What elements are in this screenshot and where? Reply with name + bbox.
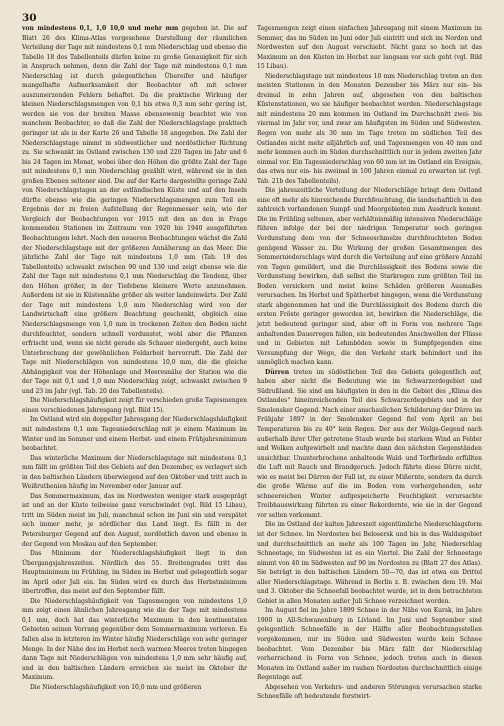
paragraph-text: Die im Ostland der kalten Jahreszeit eigentümliche Niederschlagsform ist der Schnee. Im Nordosten bei Belosersk und bis in das Waldaigebiet und durchschnittlich an mehr als 100 Tagen im Jahr, Niederschlag Schneetage, im Südwesten ist es ein Viertel. Die Zahl der Schneetage nimmt von 40 im Südwesten auf 90 im Nordosten zu (Blatt 27 des Atlas). Sie beträgt in den baltischen Ländern 50—70, das ist etwa ein Drittel aller Niederschlagstage. Während in Berlin z. B. zwischen dem 19. Mai und 3. Oktober die Schneefall beobachtet wurde, ist in dem betrachteten Gebiet in allen Monaten außer Juli Schnee verzeichnet worden. [257,521,482,605]
paragraph [22,396,247,415]
paragraph-text: Die Niederschlagshäufigkeit zeigt für verschieden große Tagesmengen einen verschiedenen Jahresgang (vgl. Bild 15). [22,397,247,414]
paragraph-text: Das Minimum der Niederschlagshäufigkeit liegt in den Übergangsjahreszeiten. Nördlich des 55. Breitengrades tritt das Hauptminimum im Frühling, im Süden im Herbst und gelegentlich sogar im April oder Juli ein. Im Süden wird es durch das Herbstminimum übertroffen, das meist auf den September fällt. [22,550,247,596]
paragraph [22,492,247,549]
paragraph-text: Abgesehen von Verkehrs- und anderen Störungen verursachen starke Schneefälle oft bedeutende forstwirt- [257,683,482,701]
paragraph-text: Die jahreszeitliche Verteilung der Niederschläge bringt dem Ostland eine oft mehr als hinreichende Durchfeuchtung, die landschaftlich in den zahlreich vorhandenen Sumpf- und Moorgebieten zum Ausdruck kommt. Die im Frühling seltenen, aber verhältnismäßig intensiven Niederschläge führen infolge der bei der niedrigen Temperatur noch geringen Verdunstung dem von der Schneeschmelze durchfeuchteten Boden genügend Wasser zu. Die Wirkung der großen Gesamtmengen des Sommerniederschlags wird durch die Verteilung auf eine größere Anzahl von Tagen gemildert, und die Durchlässigkeit des Bodens sowie die Verdunstung bewirken, daß selbst die Starkregen zum größten Teil im Boden versickern und meist keine Schäden größeren Ausmaßes verursachen. Im Herbst und Spätherbst hingegen, wenn die Verdunstung stark abgenommen hat und die Durchlässigkeit des Bodens durch die ersten Fröste geringer geworden ist, bewirken die Niederschläge, die jetzt bedeutend geringer sind, aber oft in Form von mehrere Tage anhaltenden Dauerregen fallen, ein bedeutendes Anschwellen der Flüsse und in Gebieten mit Lehmböden sowie in Sumpfgegenden eine Versumpfung der Wege, die den Verkehr stark behindert und ihn unmöglich machen kann. [257,187,482,367]
left-column [22,24,247,716]
paragraph-text: Die Niederschlagshäufigkeit von 10,0 mm und größeren [30,683,202,691]
paragraph [22,415,247,453]
paragraph [257,683,482,702]
paragraph-text: gegeben ist. Die auf Blatt 26 des Klima-Atlas vorgesehene Darstellung der räumlichen Verteilung der Tage mit mindestens 0,1 mm Niederschlag und ebenso die Tabelle 18 des Tabellenteils dürfen keine zu große Genauigkeit für sich in Anspruch nehmen, denn die Zahl der Tage mit mindestens 0,1 mm Niederschlag ist durch gelegentlichen Übereifer und häufiger mangelhafte Aufmerksamkeit der Beobachter oft mit schwer auszumerzenden Fehlern behaftet. Da die praktische Wirkung der kleinen Niederschlagsmengen von 0,1 bis etwa 0,3 mm sehr gering ist, werden sie von der breiten Masse ebensowenig beachtet wie von manchem Beobachter, so daß die Zahl der Niederschlagstage praktisch geringer ist als in der Karte 26 und Tabelle 18 angegeben. Die Zahl der Niederschlagstage nimmt in südwestlicher und nordöstlicher Richtung zu. Sie schwankt im Ostland zwischen 130 und 220 Tagen im Jahr und 6 bis 24 Tagen im Monat, wobei über den Höhen die größte Zahl der Tage mit mindestens 0,1 mm Niederschlag gezählt wird, während sie in den großen Ebenen seltener sind. Die auf der Karte dargestellte geringe Zahl von Niederschlagstagen an der estländischen Küste und auf den Inseln dürfte ebenso wie die geringen Niederschlagsmengen zum Teil ein Ergebnis der zu freien Aufstellung der Regenmesser sein, wie der Vergleich der Beobachtungen vor 1915 mit den an den in Frage kommenden Stationen im Zeitraum von 1920 bis 1940 ausgeführten Beobachtungen lehrt. Nach den neueren Beobachtungen wächst die Zahl der Niederschlagstage mit der größeren Annäherung an das Meer. Die jährliche Zahl der Tage mit mindestens 1,0 mm (Tab. 19 des Tabellenteils) schwankt zwischen 90 und 130 und zeigt ebenso wie die Zahl der Tage mit mindestens 0,1 mm Niederschlag die Tendenz, über den Höhen größer, in der Tiefebene kleinere Werte anzunehmen. Außerdem ist sie in Küstennähe größer als weiter landeinwärts. Der Zahl der Tage mit mindestens 1,0 mm Niederschlag wird von der Landwirtschaft eine größere Beachtung geschenkt, obgleich eine Niederschlagsmenge von 1,0 mm in trockenen Zeiten den Boden nicht durchfeuchtet, sondern schnell verdunstet, wohl aber die Pflanzen erfrischt und, wenn sie nicht gerade als Schauer niedergeht, auch keine Unterbrechung der gewöhnlichen Feldarbeit hervorruft. Die Zahl der Tage mit Niederschlägen von mindestens 10,0 mm, die die gleiche Abhängigkeit von der Höhenlage und Meeresnähe der Station wie die der Tage mit 0,1 und 1,0 mm Niederschlag zeigt, schwankt zwischen 9 und 23 im Jahr (vgl. Tab. 20 des Tabellenteils). [22,25,247,395]
page-number: 30 [22,12,37,24]
paragraph [257,72,482,187]
paragraph [257,24,482,72]
right-column [257,24,482,716]
bold-lead-text: Dürren [265,368,290,376]
paragraph-text: treten im südöstlichen Teil des Gebiets gelegentlich auf, haben aber nicht die Bedeutung wie im Schwarzerdegebiet und Südrußland. Sie sind am häufigsten in den in die Gebiet des „Klima des Ostlandes“ hineinreichenden Teil des Schwarzerdegebiets und in der Smolensker Gegend. Nach einer anschaulichen Schilderung der Dürre im Frühjahr 1897 in der Smolensker Gegend fiel vom April an bei Temperaturen bis zu 40° kein Regen. Der aus der Wolga-Gegend nach außerhalb ihrer Ufer getretene Staub wurde bei starkem Wind an Felder und Wolken aufgewirbelt und machte dann den nächsten Gegenständen unsichtbar. Ununterbrochene anhaltende Wald- und Torfbrände erfüllten die Luft mit Rauch und Brandgeruch. Jedoch führte diese Dürre nicht, wie es meist bei Dürren der Fall ist, zu einer Mißernte, sondern da durch die große Wärme auf die im Boden vom vorhergehenden, sehr schneereichen Winter aufgespeicherte Feuchtigkeit verursachte Treibhauswirkung führten zu einer Rekordernte, wie sie in der Gegend vor selten vorkommt. [257,368,482,519]
bold-lead-text: von mindestens 0,1, 1,0 10,0 und mehr mm [22,25,179,32]
paragraph-text: Tagesmengen zeigt einen einfachen Jahresgang mit einem Maximum im Sommer, das im Süden im Juni oder Juli eintritt und sich im Norden und Nordwesten auf den August verschiebt. Nicht ganz so hoch ist das Maximum an den Küsten im Herbst nur langsam vor sich geht (vgl. Bild 15 Libau). [257,25,482,71]
paragraph-text: Die Niederschlagshäufigkeit von Tagesmengen von mindestens 1,0 mm zeigt einen ähnlichen Jahresgang wie die der Tage mit mindestens 0,1 mm, doch hat das winterliche Maximum in den kontinentalen Gebieten seinen Vorrang gegenüber dem Sommermaximum verloren. Es fallen also in letzteren im Winter häufig Niederschläge von sehr geringer Menge. In der Nähe des im Herbst noch warmen Meeres treten hingegen dann Tage mit Niederschlägen von mindestens 1,0 mm sehr häufig auf, und in den baltischen Ländern erreichen sie meist im Oktober ihr Maximum. [22,597,247,682]
paragraph [22,597,247,683]
paragraph-text: Im August fiel im Jahre 1899 Schnee in der Nähe von Kursk, im Jahre 1900 in All-Schwanenburg in Livland. Im Juni und September sind gelegentlich Schneefälle in der Hälfte aller Beobachtungsstellen vorgekommen, nur im Süden und Südwesten wurde kein Schnee beobachtet. Vom Dezember bis März fällt der Niederschlag vorherrschend in Form von Schnee, jedoch treten auch in diesen Monaten im Ostland außer im rauhen Nordosten durchschnittlich einige Regentage auf. [257,607,482,682]
text-columns [22,24,482,716]
paragraph [22,683,247,693]
paragraph-text: Im Ostland wird ein doppelter Jahresgang der Niederschlagshäufigkeit mit mindestens 0,1 mm Tagesniederschlag mit je einem Maximum im Winter und im Sommer und einem Herbst- und einem Frühjahrsminimum beobachtet. [22,416,247,453]
paragraph [22,549,247,597]
paragraph [257,186,482,367]
paragraph [257,368,482,521]
paragraph-text: Niederschlagstage mit mindestens 10 mm Niederschlag treten an den meisten Stationen in den Monaten Dezember bis März nur ein- bis dreimal in zehn Jahren auf, abgesehen von den baltischen Küstenstationen, wo sie häufiger beobachtet werden. Niederschlagstage mit mindestens 20 mm kommen im Ostland im Durchschnitt zwei- bis viermal im Jahr vor, und zwar am häufigsten im Süden und Südwesten. Regen von mehr als 30 mm im Tage treten im südlichen Teil des Ostlandes nicht mehr alljährlich auf, und Tagesmengen von 40 mm und mehr kommen auch im Süden durchschnittlich nur in jedem zweiten Jahr einmal vor. Ein Tagesniederschlag von 60 mm ist im Ostland ein Ereignis, das etwa nur ein- bis zweimal in 100 Jahren einmal zu erwarten ist (vgl. Tab. 21b des Tabellenteils). [257,72,482,185]
paragraph-text: Das Sommermaximum, das im Nordwesten weniger stark ausgeprägt ist und an der Küste teilweise ganz verschwindet (vgl. Bild 15 Libau), tritt im Süden meist im Juli, manchmal schon im Juni ein und verspätet sich immer mehr, je nördlicher das Land liegt. Es fällt in der Petersburger Gegend auf den August, nordöstlich davon und ebenso in der Gegend von Moskau auf den September. [22,492,247,548]
paragraph [257,520,482,606]
paragraph [22,24,247,396]
paragraph [22,454,247,492]
paragraph [257,606,482,682]
paragraph-text: Das winterliche Maximum der Niederschlagstage mit mindestens 0,1 mm fällt im größten Teil des Gebiets auf den Dezember, es verlagert sich in den baltischen Ländern überwiegend auf den Oktober und tritt auch in Weißruthenien häufig im November oder Januar auf. [22,454,247,491]
